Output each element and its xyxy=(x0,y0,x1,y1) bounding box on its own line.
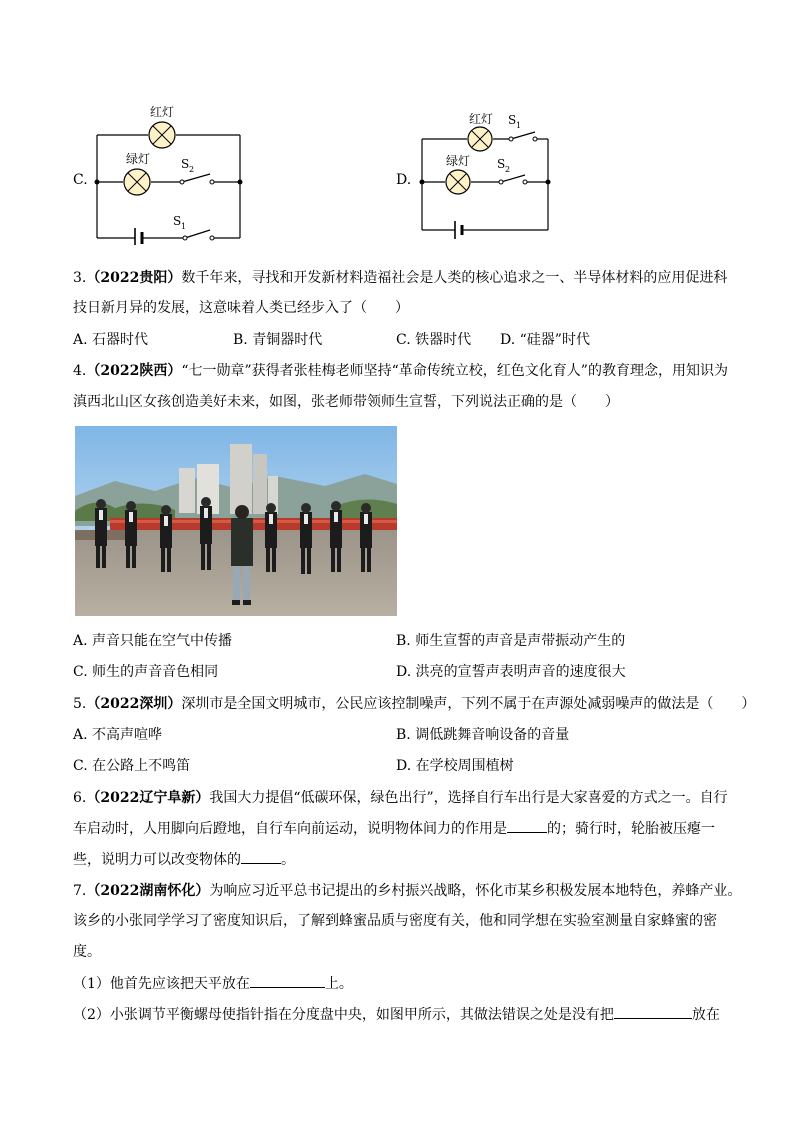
q4-source: （2022陕西） xyxy=(86,363,182,379)
q4-option-c: C. 师生的声音音色相同 xyxy=(73,664,219,680)
red-lamp-label: 红灯 xyxy=(150,105,175,119)
green-lamp-icon xyxy=(446,170,470,194)
q3-option-b: B. 青铜器时代 xyxy=(233,332,323,348)
green-lamp-label: 绿灯 xyxy=(446,154,471,168)
svg-text:2: 2 xyxy=(505,165,511,174)
answer-blank xyxy=(250,973,325,988)
q3-line1: 3.（2022贵阳）数千年来，寻找和开发新材料造福社会是人类的核心追求之一、半导体材料的应用促进科 xyxy=(73,270,728,286)
q3-line2: 技日新月异的发展，这意味着人类已经步入了（ ） xyxy=(73,300,409,316)
red-lamp-label: 红灯 xyxy=(469,112,494,126)
circuit-diagram-c xyxy=(90,100,250,245)
q7-source: （2022湖南怀化） xyxy=(86,883,210,899)
q5-option-d: D. 在学校周围植树 xyxy=(396,758,514,774)
q6-line2: 车启动时，人用脚向后蹬地，自行车向前运动，说明物体间力的作用是 的；骑行时，轮胎被压瘪一 xyxy=(73,818,715,839)
q5-option-a: A. 不高声喧哗 xyxy=(73,727,163,743)
q7-sub2: （2）小张调节平衡螺母使指针指在分度盘中央，如图甲所示，其做法错误之处是没有把 放在 xyxy=(73,1004,720,1025)
green-lamp-label: 绿灯 xyxy=(126,152,151,166)
svg-text:1: 1 xyxy=(516,121,522,130)
circuit-diagram-d xyxy=(415,108,555,243)
q4-line2: 滇西北山区女孩创造美好未来，如图，张老师带领师生宣誓，下列说法正确的是（ ） xyxy=(73,394,619,410)
q4-option-d: D. 洪亮的宣誓声表明声音的速度很大 xyxy=(396,664,626,680)
q3-option-a: A. 石器时代 xyxy=(73,332,149,348)
q7-line1: 7.（2022湖南怀化）为响应习近平总书记提出的乡村振兴战略，怀化市某乡积极发展本地特色，养蜂产业。 xyxy=(73,883,742,899)
q5-source: （2022深圳） xyxy=(86,696,182,712)
oath-ceremony-photo xyxy=(75,426,397,616)
answer-blank xyxy=(241,849,281,864)
q5-option-c: C. 在公路上不鸣笛 xyxy=(73,758,191,774)
q7-sub1: （1）他首先应该把天平放在 上。 xyxy=(73,973,353,994)
answer-blank xyxy=(507,818,547,833)
svg-text:2: 2 xyxy=(189,165,195,174)
q5-line1: 5.（2022深圳）深圳市是全国文明城市，公民应该控制噪声，下列不属于在声源处减弱噪声的做法是（ ） xyxy=(73,696,756,712)
q3-option-c: C. 铁器时代 xyxy=(396,332,472,348)
q3-option-d: D. “硅器”时代 xyxy=(500,332,590,348)
q7-line3: 度。 xyxy=(73,944,101,960)
s1-label: S xyxy=(508,113,517,127)
q4-option-b: B. 师生宣誓的声音是声带振动产生的 xyxy=(396,633,626,649)
svg-text:1: 1 xyxy=(181,222,187,231)
q5-option-b: B. 调低跳舞音响设备的音量 xyxy=(396,727,570,743)
red-lamp-icon xyxy=(149,122,175,148)
q4-line1: 4.（2022陕西）“七一勋章”获得者张桂梅老师坚持“革命传统立校，红色文化育人”的教育理念，用知识为 xyxy=(73,363,728,379)
s2-label: S xyxy=(497,157,506,171)
green-lamp-icon xyxy=(124,169,150,195)
answer-blank xyxy=(614,1004,692,1019)
q3-source: （2022贵阳） xyxy=(86,270,182,286)
q4-option-a: A. 声音只能在空气中传播 xyxy=(73,633,233,649)
red-lamp-icon xyxy=(468,127,492,151)
q7-line2: 该乡的小张同学学习了密度知识后，了解到蜂蜜品质与密度有关，他和同学想在实验室测量自家蜂蜜的密 xyxy=(73,913,717,929)
s2-label: S xyxy=(181,157,190,171)
option-c-label: C. xyxy=(73,172,88,188)
q6-line3: 些，说明力可以改变物体的 。 xyxy=(73,849,295,870)
q6-line1: 6.（2022辽宁阜新）我国大力提倡“低碳环保，绿色出行”，选择自行车出行是大家喜爱的方式之一。自行 xyxy=(73,790,728,806)
q6-source: （2022辽宁阜新） xyxy=(86,790,210,806)
option-d-label: D. xyxy=(396,172,412,188)
s1-label: S xyxy=(173,214,182,228)
